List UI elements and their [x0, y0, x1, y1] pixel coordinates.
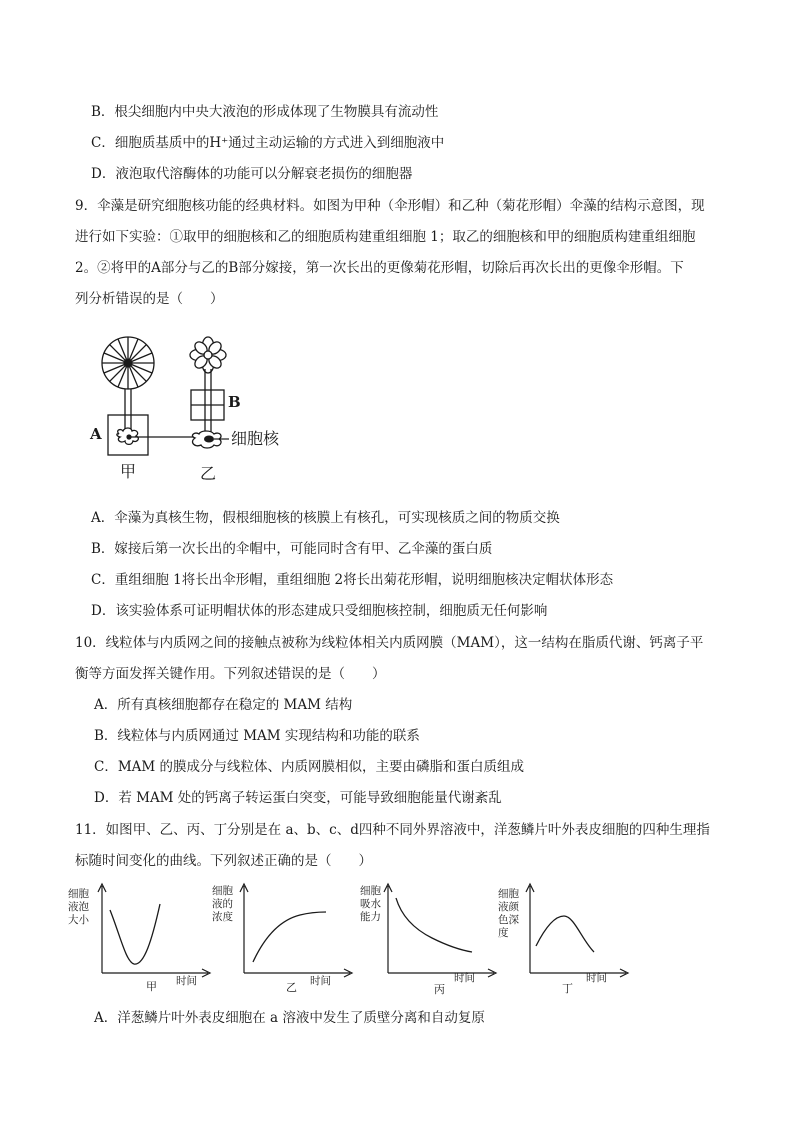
graph-yi-curve	[253, 912, 326, 962]
q11-stem-line-1: 11．如图甲、乙、丙、丁分别是在 a、b、c、d四种不同外界溶液中，洋葱鳞片叶外表皮细胞的四种生理指	[75, 822, 710, 838]
q8-option-d: D．液泡取代溶酶体的功能可以分解衰老损伤的细胞器	[91, 166, 413, 182]
q9-stem-line-3: 2。②将甲的A部分与乙的B部分嫁接，第一次长出的更像菊花形帽，切除后再次长出的更像伞形帽。下	[75, 260, 684, 276]
q9-option-b: B．嫁接后第一次长出的伞帽中，可能同时含有甲、乙伞藻的蛋白质	[91, 541, 493, 557]
graph-ding-curve	[536, 916, 594, 952]
jia-umbrella-cap	[102, 337, 154, 389]
q9-stem-line-1: 9．伞藻是研究细胞核功能的经典材料。如图为甲种（伞形帽）和乙种（菊花形帽）伞藻的结构示意图，现	[75, 198, 705, 214]
graph-yi-name: 乙	[286, 981, 297, 994]
q10-option-d: D．若 MAM 处的钙离子转运蛋白突变，可能导致细胞能量代谢紊乱	[94, 790, 502, 806]
q11-graphs	[60, 880, 630, 1000]
graph-ding	[498, 884, 628, 995]
graph-bing-curve	[396, 898, 472, 952]
graph-jia-ylabel-3: 大小	[68, 914, 89, 926]
graph-yi-ylabel-1: 细胞	[212, 885, 233, 897]
q10-option-b: B．线粒体与内质网通过 MAM 实现结构和功能的联系	[94, 728, 420, 744]
q9-stem-line-2: 进行如下实验：①取甲的细胞核和乙的细胞质构建重组细胞 1；取乙的细胞核和甲的细胞质构建重组细胞	[75, 229, 696, 245]
label-nucleus: 细胞核	[231, 429, 280, 448]
graph-jia-name: 甲	[146, 980, 157, 993]
graph-bing-ylabel-1: 细胞	[360, 885, 381, 897]
label-a: A	[90, 425, 102, 443]
graph-jia-ylabel-1: 细胞	[68, 888, 89, 900]
q10-stem-line-1: 10．线粒体与内质网之间的接触点被称为线粒体相关内质网膜（MAM），这一结构在脂质代谢、钙离子平	[75, 635, 704, 651]
label-yi: 乙	[200, 464, 217, 483]
q8-option-c: C．细胞质基质中的H⁺通过主动运输的方式进入到细胞液中	[91, 135, 445, 151]
graph-ding-ylabel-2: 液颜	[498, 901, 519, 913]
graph-yi-ylabel-2: 液的	[212, 898, 233, 910]
graph-ding-ylabel-4: 度	[498, 927, 509, 939]
acetabularia-figure	[85, 330, 315, 490]
q9-option-c: C．重组细胞 1将长出伞形帽，重组细胞 2将长出菊花形帽，说明细胞核决定帽状体形态	[91, 572, 614, 588]
q9-stem-line-4: 列分析错误的是（ ）	[75, 291, 224, 307]
graph-bing-name: 丙	[434, 983, 445, 996]
jia-stalk	[125, 389, 131, 433]
graph-bing	[360, 884, 496, 996]
graph-ding-name: 丁	[562, 982, 573, 995]
q9-option-a: A．伞藻为真核生物，假根细胞核的核膜上有核孔，可实现核质之间的物质交换	[91, 510, 560, 526]
graph-ding-ylabel-1: 细胞	[498, 888, 519, 900]
graph-ding-ylabel-3: 色深	[498, 914, 519, 926]
q11-stem-line-2: 标随时间变化的曲线。下列叙述正确的是（ ）	[75, 853, 372, 869]
graph-bing-xlabel: 时间	[454, 972, 475, 984]
graph-jia-ylabel-2: 液泡	[68, 901, 89, 913]
yi-flower-cap	[190, 337, 226, 373]
graph-yi-ylabel-3: 浓度	[212, 911, 233, 923]
q11-option-a: A．洋葱鳞片叶外表皮细胞在 a 溶液中发生了质壁分离和自动复原	[94, 1010, 485, 1026]
yi-stalk	[205, 369, 211, 432]
q10-stem-line-2: 衡等方面发挥关键作用。下列叙述错误的是（ ）	[75, 666, 386, 682]
yi-nucleus	[204, 436, 214, 443]
graph-bing-ylabel-2: 吸水	[360, 898, 381, 910]
graph-bing-ylabel-3: 能力	[360, 911, 381, 923]
graph-ding-xlabel: 时间	[586, 972, 607, 984]
graph-yi-xlabel: 时间	[310, 975, 331, 987]
graph-jia-curve	[110, 904, 160, 964]
graph-yi	[212, 884, 352, 994]
q9-option-d: D．该实验体系可证明帽状体的形态建成只受细胞核控制，细胞质无任何影响	[91, 603, 548, 619]
q10-option-a: A．所有真核细胞都存在稳定的 MAM 结构	[94, 697, 353, 713]
label-jia: 甲	[120, 462, 137, 481]
label-b: B	[228, 393, 241, 411]
graph-jia-xlabel: 时间	[176, 975, 197, 987]
graph-jia	[68, 884, 210, 993]
q8-option-b: B．根尖细胞内中央大液泡的形成体现了生物膜具有流动性	[91, 104, 439, 120]
q10-option-c: C．MAM 的膜成分与线粒体、内质网膜相似，主要由磷脂和蛋白质组成	[94, 759, 525, 775]
